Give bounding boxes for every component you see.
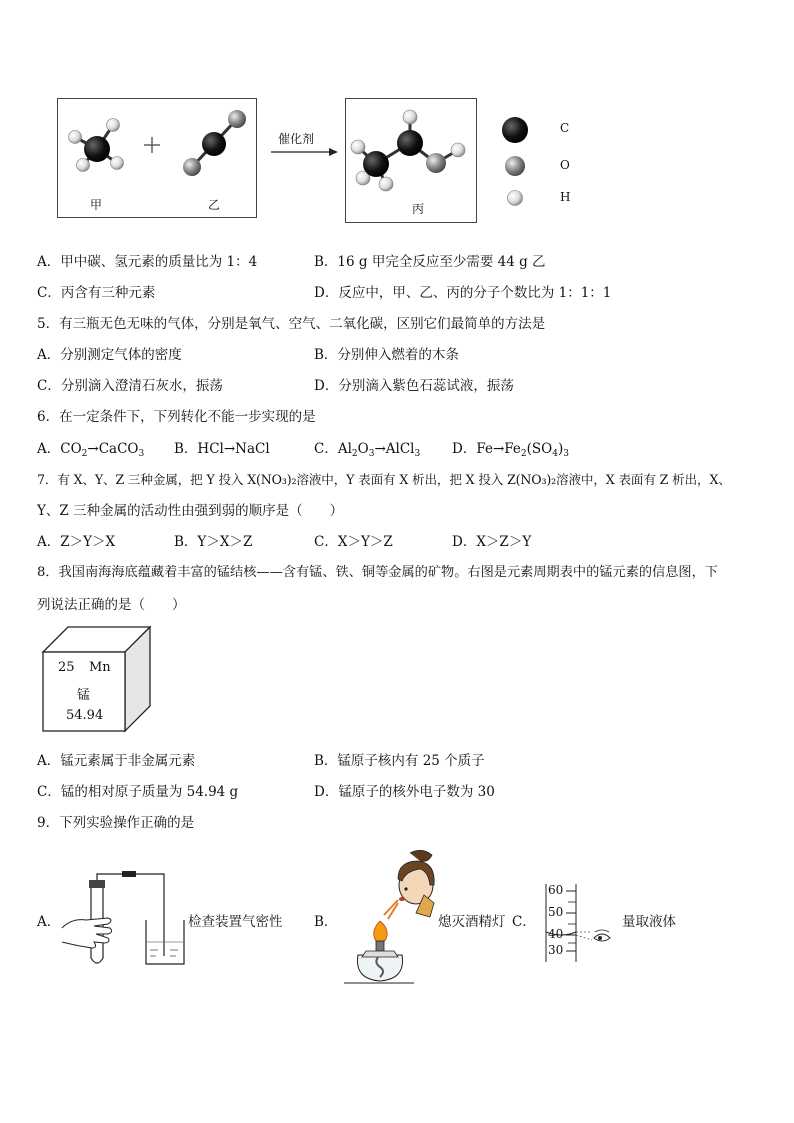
- legend-label-c: C: [560, 121, 570, 135]
- hydrogen-atom: [351, 140, 365, 154]
- legend-hydrogen-atom: [508, 191, 523, 206]
- carbon-atom: [397, 130, 423, 156]
- legend-carbon-atom: [502, 117, 528, 143]
- q4-option-a: A．甲中碳、氢元素的质量比为 1：4: [37, 254, 258, 270]
- subscript: 2: [520, 449, 527, 459]
- rubber-tube: [122, 871, 136, 877]
- oxygen-atom: [228, 110, 246, 128]
- q5-option-d: D．分别滴入紫色石蕊试液，振荡: [314, 378, 514, 394]
- formula-part: AlCl: [385, 441, 415, 457]
- airtightness-apparatus-illustration: [58, 870, 188, 970]
- q7-stem-line1: 7．有 X、Y、Z 三种金属，把 Y 投入 X(NO₃)₂溶液中，Y 表面有 X 析出，把 X 投入 Z(NO₃)₂溶液中，X 表面有 Z 析出，X、: [37, 472, 731, 487]
- legend-oxygen-atom: [505, 156, 525, 176]
- element-mass: 54.94: [66, 708, 104, 723]
- stopper: [89, 880, 105, 888]
- option-label: B．: [174, 441, 198, 457]
- subscript: 4: [552, 449, 558, 459]
- q4-option-b: B．16 g 甲完全反应至少需要 44 g 乙: [314, 254, 546, 270]
- q8-option-b: B．锰原子核内有 25 个质子: [314, 753, 485, 769]
- q6-option-a: [37, 437, 144, 459]
- subscript: 3: [563, 449, 569, 459]
- formula-part: Al: [337, 441, 352, 457]
- q5-option-b: B．分别伸入燃着的木条: [314, 347, 459, 363]
- carbon-atom: [202, 132, 226, 156]
- blowing-out-lamp-illustration: [340, 845, 440, 985]
- q8-option-a: A．锰元素属于非金属元素: [37, 753, 196, 769]
- q6-option-b: [174, 437, 270, 457]
- hydrogen-atom: [451, 143, 465, 157]
- legend-label-h: H: [560, 190, 571, 204]
- subscript: 3: [368, 449, 375, 459]
- q6-stem: 6．在一定条件下，下列转化不能一步实现的是: [37, 409, 316, 425]
- flame: [374, 921, 387, 943]
- alcohol-lamp: [357, 941, 402, 981]
- formula-part: ): [557, 441, 564, 457]
- oxygen-atom: [183, 158, 201, 176]
- subscript: 3: [414, 449, 421, 459]
- q9-stem: 9．下列实验操作正确的是: [37, 815, 195, 831]
- legend-label-o: O: [560, 158, 570, 172]
- cylinder-tick-40: 40: [548, 927, 564, 941]
- q9-option-a-caption: 检查装置气密性: [188, 914, 283, 930]
- subscript: 3: [138, 449, 145, 459]
- formula-part: O: [357, 441, 369, 457]
- q5-option-c: C．分别滴入澄清石灰水，振荡: [37, 378, 223, 394]
- q9-option-b-caption: 熄灭酒精灯: [438, 914, 506, 930]
- formula-part: HCl→NaCl: [197, 441, 270, 457]
- option-label: D．: [452, 441, 477, 457]
- q5-stem: 5．有三瓶无色无味的气体，分别是氧气、空气、二氧化碳，区别它们最简单的方法是: [37, 316, 546, 332]
- element-symbol: Mn: [89, 660, 111, 675]
- cylinder-tick-50: 50: [548, 905, 564, 919]
- q7-option-d: D．X＞Z＞Y: [452, 534, 532, 550]
- formula-part: (SO: [526, 441, 553, 457]
- hydrogen-atom: [77, 159, 90, 172]
- q8-option-c: C．锰的相对原子质量为 54.94 g: [37, 784, 239, 800]
- formula-part: Fe→Fe: [476, 441, 521, 457]
- carbon-monoxide-molecule: [183, 110, 246, 176]
- hydrogen-atom: [379, 177, 393, 191]
- element-name: 锰: [77, 688, 91, 703]
- cylinder-tick-60: 60: [548, 883, 564, 897]
- reactant1-label: 甲: [90, 198, 103, 212]
- girl-figure: [398, 850, 434, 917]
- reaction-arrow: [271, 148, 338, 156]
- option-label: A．: [37, 441, 61, 457]
- cylinder-tick-30: 30: [548, 943, 564, 957]
- q6-option-c: [314, 437, 420, 459]
- q4-option-d: D．反应中，甲、乙、丙的分子个数比为 1：1：1: [314, 285, 612, 301]
- q7-option-b: B．Y＞X＞Z: [174, 534, 253, 550]
- hydrogen-atom: [403, 110, 417, 124]
- q8-stem-line2: 列说法正确的是（ ）: [37, 597, 186, 613]
- product-molecule: [351, 110, 465, 191]
- hydrogen-atom: [107, 119, 120, 132]
- q7-option-c: C．X＞Y＞Z: [314, 534, 393, 550]
- hydrogen-atom: [111, 157, 124, 170]
- formula-part: CO: [60, 441, 82, 457]
- reaction-diagram: [0, 0, 794, 240]
- q9-option-c-caption: 量取液体: [622, 914, 676, 930]
- hydrogen-atom: [69, 131, 82, 144]
- carbon-atom: [363, 151, 389, 177]
- q7-stem-line2: Y、Z 三种金属的活动性由强到弱的顺序是（ ）: [37, 503, 344, 519]
- methane-molecule: [69, 119, 124, 172]
- reactant2-label: 乙: [208, 198, 221, 212]
- option-label: C．: [314, 441, 338, 457]
- q9-option-b-label: B．: [314, 914, 338, 930]
- q6-option-d: [452, 437, 569, 459]
- q9-option-c-label: C．: [512, 914, 536, 930]
- q9-option-a-label: A．: [37, 914, 61, 930]
- catalyst-label: 催化剂: [278, 132, 315, 146]
- q7-option-a: A．Z＞Y＞X: [37, 534, 116, 550]
- subscript: 2: [81, 449, 88, 459]
- formula-part: CaCO: [98, 441, 139, 457]
- arrow-glyph: →: [374, 441, 386, 457]
- element-number: 25: [58, 660, 75, 675]
- q8-stem-line1: 8．我国南海海底蕴藏着丰富的锰结核——含有锰、铁、铜等金属的矿物。右图是元素周期表中的锰元素的信息图，下: [37, 565, 718, 580]
- q4-option-c: C．丙含有三种元素: [37, 285, 156, 301]
- product-label: 丙: [412, 202, 425, 216]
- plus-sign: [144, 137, 160, 153]
- carbon-atom: [84, 136, 110, 162]
- q5-option-a: A．分别测定气体的密度: [37, 347, 182, 363]
- q8-option-d: D．锰原子的核外电子数为 30: [314, 784, 495, 800]
- arrow-glyph: →: [87, 441, 99, 457]
- oxygen-atom: [426, 153, 446, 173]
- eye-icon: [594, 930, 610, 941]
- subscript: 2: [351, 449, 358, 459]
